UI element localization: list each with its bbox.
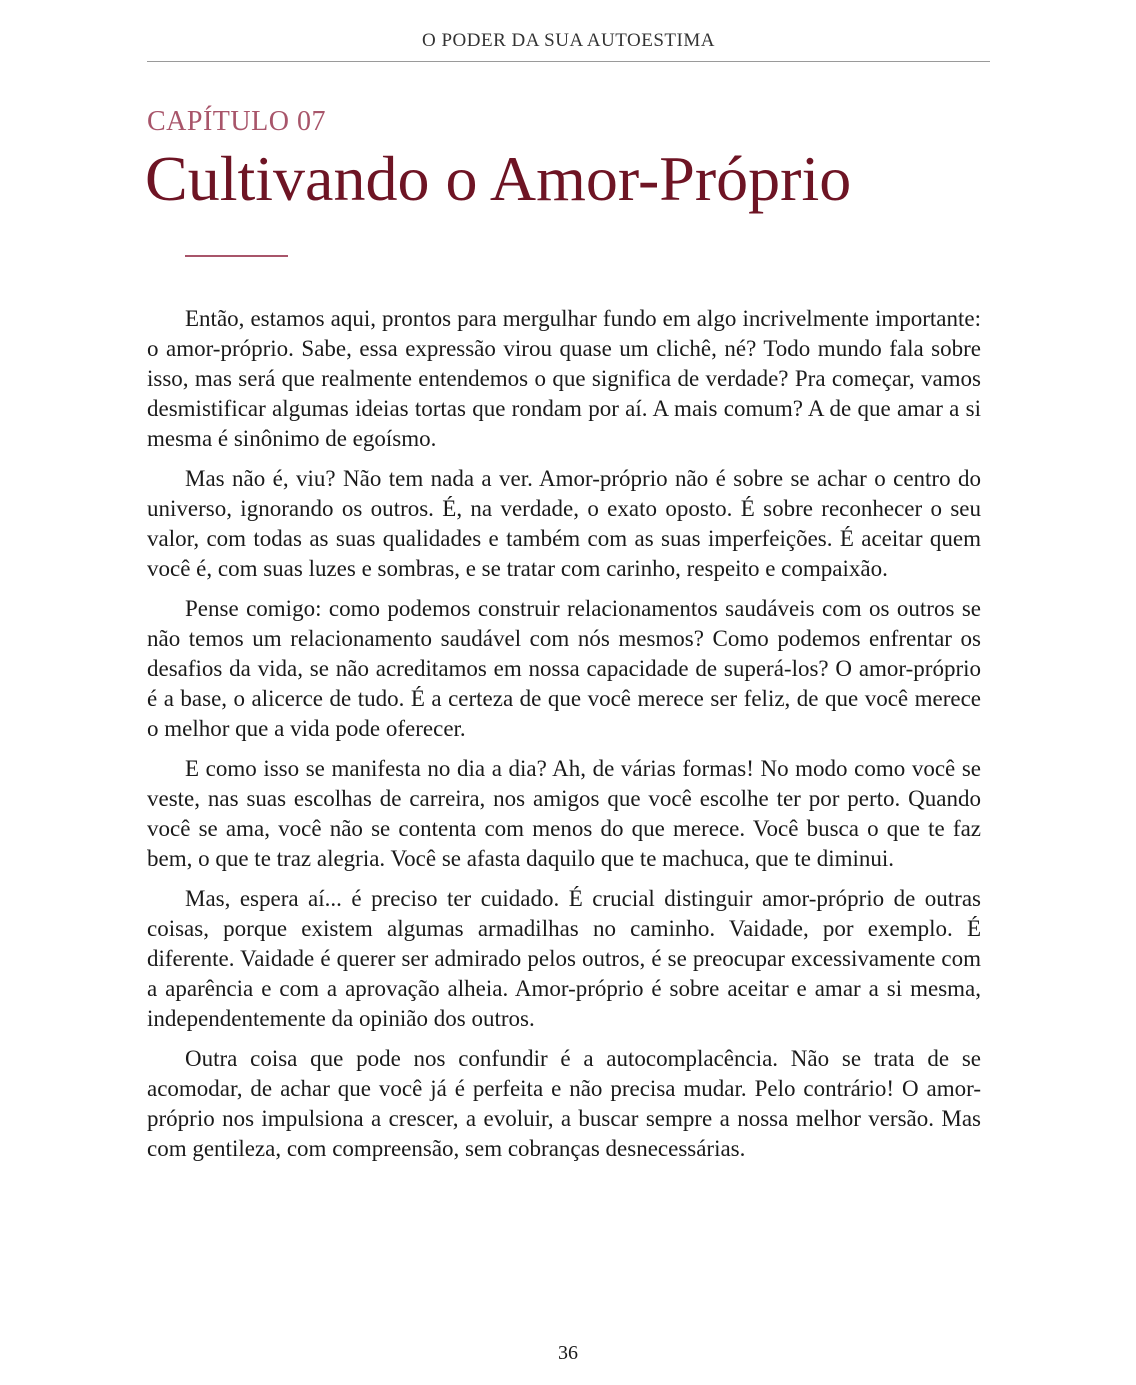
paragraph: Então, estamos aqui, prontos para mergulhar fundo em algo incrivelmente importante: o amor-próprio. Sabe, essa expressão virou quase um clichê, né? Todo mundo fala sobre isso, mas será que realmente entendemos o que significa de verdade? Pra começar, vamos desmistificar algumas ideias tortas que rondam por aí. A mais comum? A de que amar a si mesma é sinônimo de egoísmo. <box>147 306 981 451</box>
running-header: O PODER DA SUA AUTOESTIMA <box>422 30 715 51</box>
header-divider <box>147 61 990 62</box>
chapter-title: Cultivando o Amor-Próprio <box>145 143 852 214</box>
paragraph: Outra coisa que pode nos confundir é a autocomplacência. Não se trata de se acomodar, de achar que você já é perfeita e não precisa mudar. Pelo contrário! O amor-próprio nos impulsiona a crescer, a evoluir, a buscar sempre a nossa melhor versão. Mas com gentileza, com compreensão, sem cobranças desnecessárias. <box>147 1046 981 1161</box>
chapter-body <box>147 304 981 1174</box>
paragraph: Mas, espera aí... é preciso ter cuidado. É crucial distinguir amor-próprio de outras coisas, porque existem algumas armadilhas no caminho. Vaidade, por exemplo. É diferente. Vaidade é querer ser admirado pelos outros, é se preocupar excessivamente com a aparência e com a aprovação alheia. Amor-próprio é sobre aceitar e amar a si mesma, independentemente da opinião dos outros. <box>147 886 981 1031</box>
page-number: 36 <box>558 1342 578 1364</box>
paragraph: E como isso se manifesta no dia a dia? Ah, de várias formas! No modo como você se veste, nas suas escolhas de carreira, nos amigos que você escolhe ter por perto. Quando você se ama, você não se contenta com menos do que merece. Você busca o que te faz bem, o que te traz alegria. Você se afasta daquilo que te machuca, que te diminui. <box>147 756 981 871</box>
paragraph: Pense comigo: como podemos construir relacionamentos saudáveis com os outros se não temos um relacionamento saudável com nós mesmos? Como podemos enfrentar os desafios da vida, se não acreditamos em nossa capacidade de superá-los? O amor-próprio é a base, o alicerce de tudo. É a certeza de que você merece ser feliz, de que você merece o melhor que a vida pode oferecer. <box>147 596 981 741</box>
paragraph: Mas não é, viu? Não tem nada a ver. Amor-próprio não é sobre se achar o centro do universo, ignorando os outros. É, na verdade, o exato oposto. É sobre reconhecer o seu valor, com todas as suas qualidades e também com as suas imperfeições. É aceitar quem você é, com suas luzes e sombras, e se tratar com carinho, respeito e compaixão. <box>147 466 981 581</box>
chapter-label: CAPÍTULO 07 <box>147 106 326 137</box>
title-divider <box>185 255 288 257</box>
